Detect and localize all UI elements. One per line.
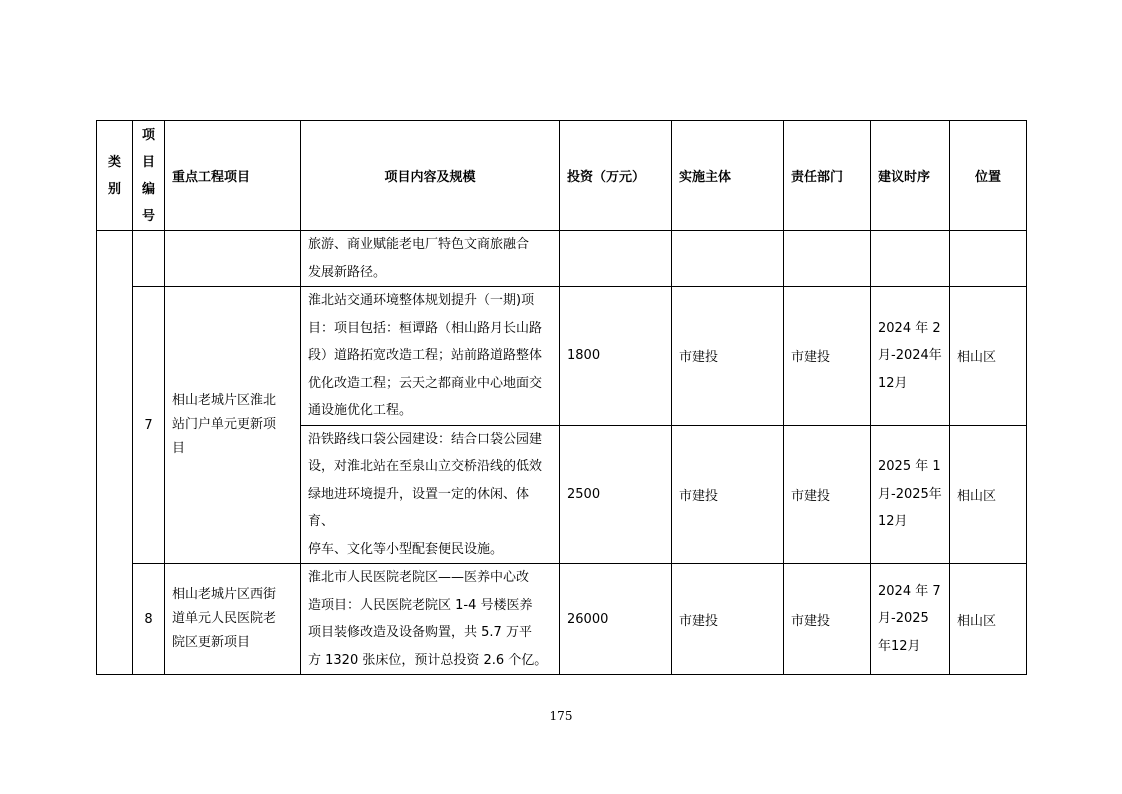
department-cell: 市建投 [784,564,871,675]
header-timeline: 建议时序 [871,121,950,231]
number-cell: 7 [133,287,165,564]
header-number: 项 目 编 号 [133,121,165,231]
timeline-cell: 2025 年 1 月-2025年 12月 [871,425,950,564]
project-cell: 相山老城片区淮北 站门户单元更新项 目 [165,287,301,564]
table-row [97,564,1027,675]
content-cell: 旅游、商业赋能老电厂特色文商旅融合 发展新路径。 [301,231,560,287]
header-location: 位置 [950,121,1027,231]
table-row [97,231,1027,287]
content-cell: 沿铁路线口袋公园建设：结合口袋公园建 设，对淮北站在至泉山立交桥沿线的低效 绿地进环境提升，设置一定的休闲、体育、 停车、文化等小型配套便民设施。 [301,425,560,564]
location-cell [950,231,1027,287]
project-table [96,120,1027,675]
department-cell [784,231,871,287]
timeline-cell: 2024 年 7 月-2025 年12月 [871,564,950,675]
content-cell: 淮北站交通环境整体规划提升（一期)项 目：项目包括：桓谭路（相山路月长山路 段）道路拓宽改造工程；站前路道路整体 优化改造工程；云天之都商业中心地面交 通设施优化工程。 [301,287,560,426]
header-implementer: 实施主体 [672,121,784,231]
timeline-cell [871,231,950,287]
project-cell: 相山老城片区西街 道单元人民医院老 院区更新项目 [165,564,301,675]
table-row [97,287,1027,426]
timeline-cell: 2024 年 2 月-2024年 12月 [871,287,950,426]
number-cell: 8 [133,564,165,675]
investment-cell: 2500 [560,425,672,564]
header-project: 重点工程项目 [165,121,301,231]
department-cell: 市建投 [784,287,871,426]
page-number: 175 [549,709,573,723]
header-row [97,121,1027,231]
location-cell: 相山区 [950,425,1027,564]
header-content: 项目内容及规模 [301,121,560,231]
location-cell: 相山区 [950,287,1027,426]
investment-cell: 26000 [560,564,672,675]
location-cell: 相山区 [950,564,1027,675]
content-cell: 淮北市人民医院老院区——医养中心改 造项目：人民医院老院区 1-4 号楼医养 项目装修改造及设备购置，共 5.7 万平 方 1320 张床位，预计总投资 2.6 个亿。 [301,564,560,675]
investment-cell [560,231,672,287]
category-cell [97,231,133,675]
investment-cell: 1800 [560,287,672,426]
header-investment: 投资（万元） [560,121,672,231]
number-cell [133,231,165,287]
header-category: 类 别 [97,121,133,231]
header-department: 责任部门 [784,121,871,231]
implementer-cell: 市建投 [672,425,784,564]
implementer-cell [672,231,784,287]
implementer-cell: 市建投 [672,287,784,426]
department-cell: 市建投 [784,425,871,564]
project-cell [165,231,301,287]
implementer-cell: 市建投 [672,564,784,675]
